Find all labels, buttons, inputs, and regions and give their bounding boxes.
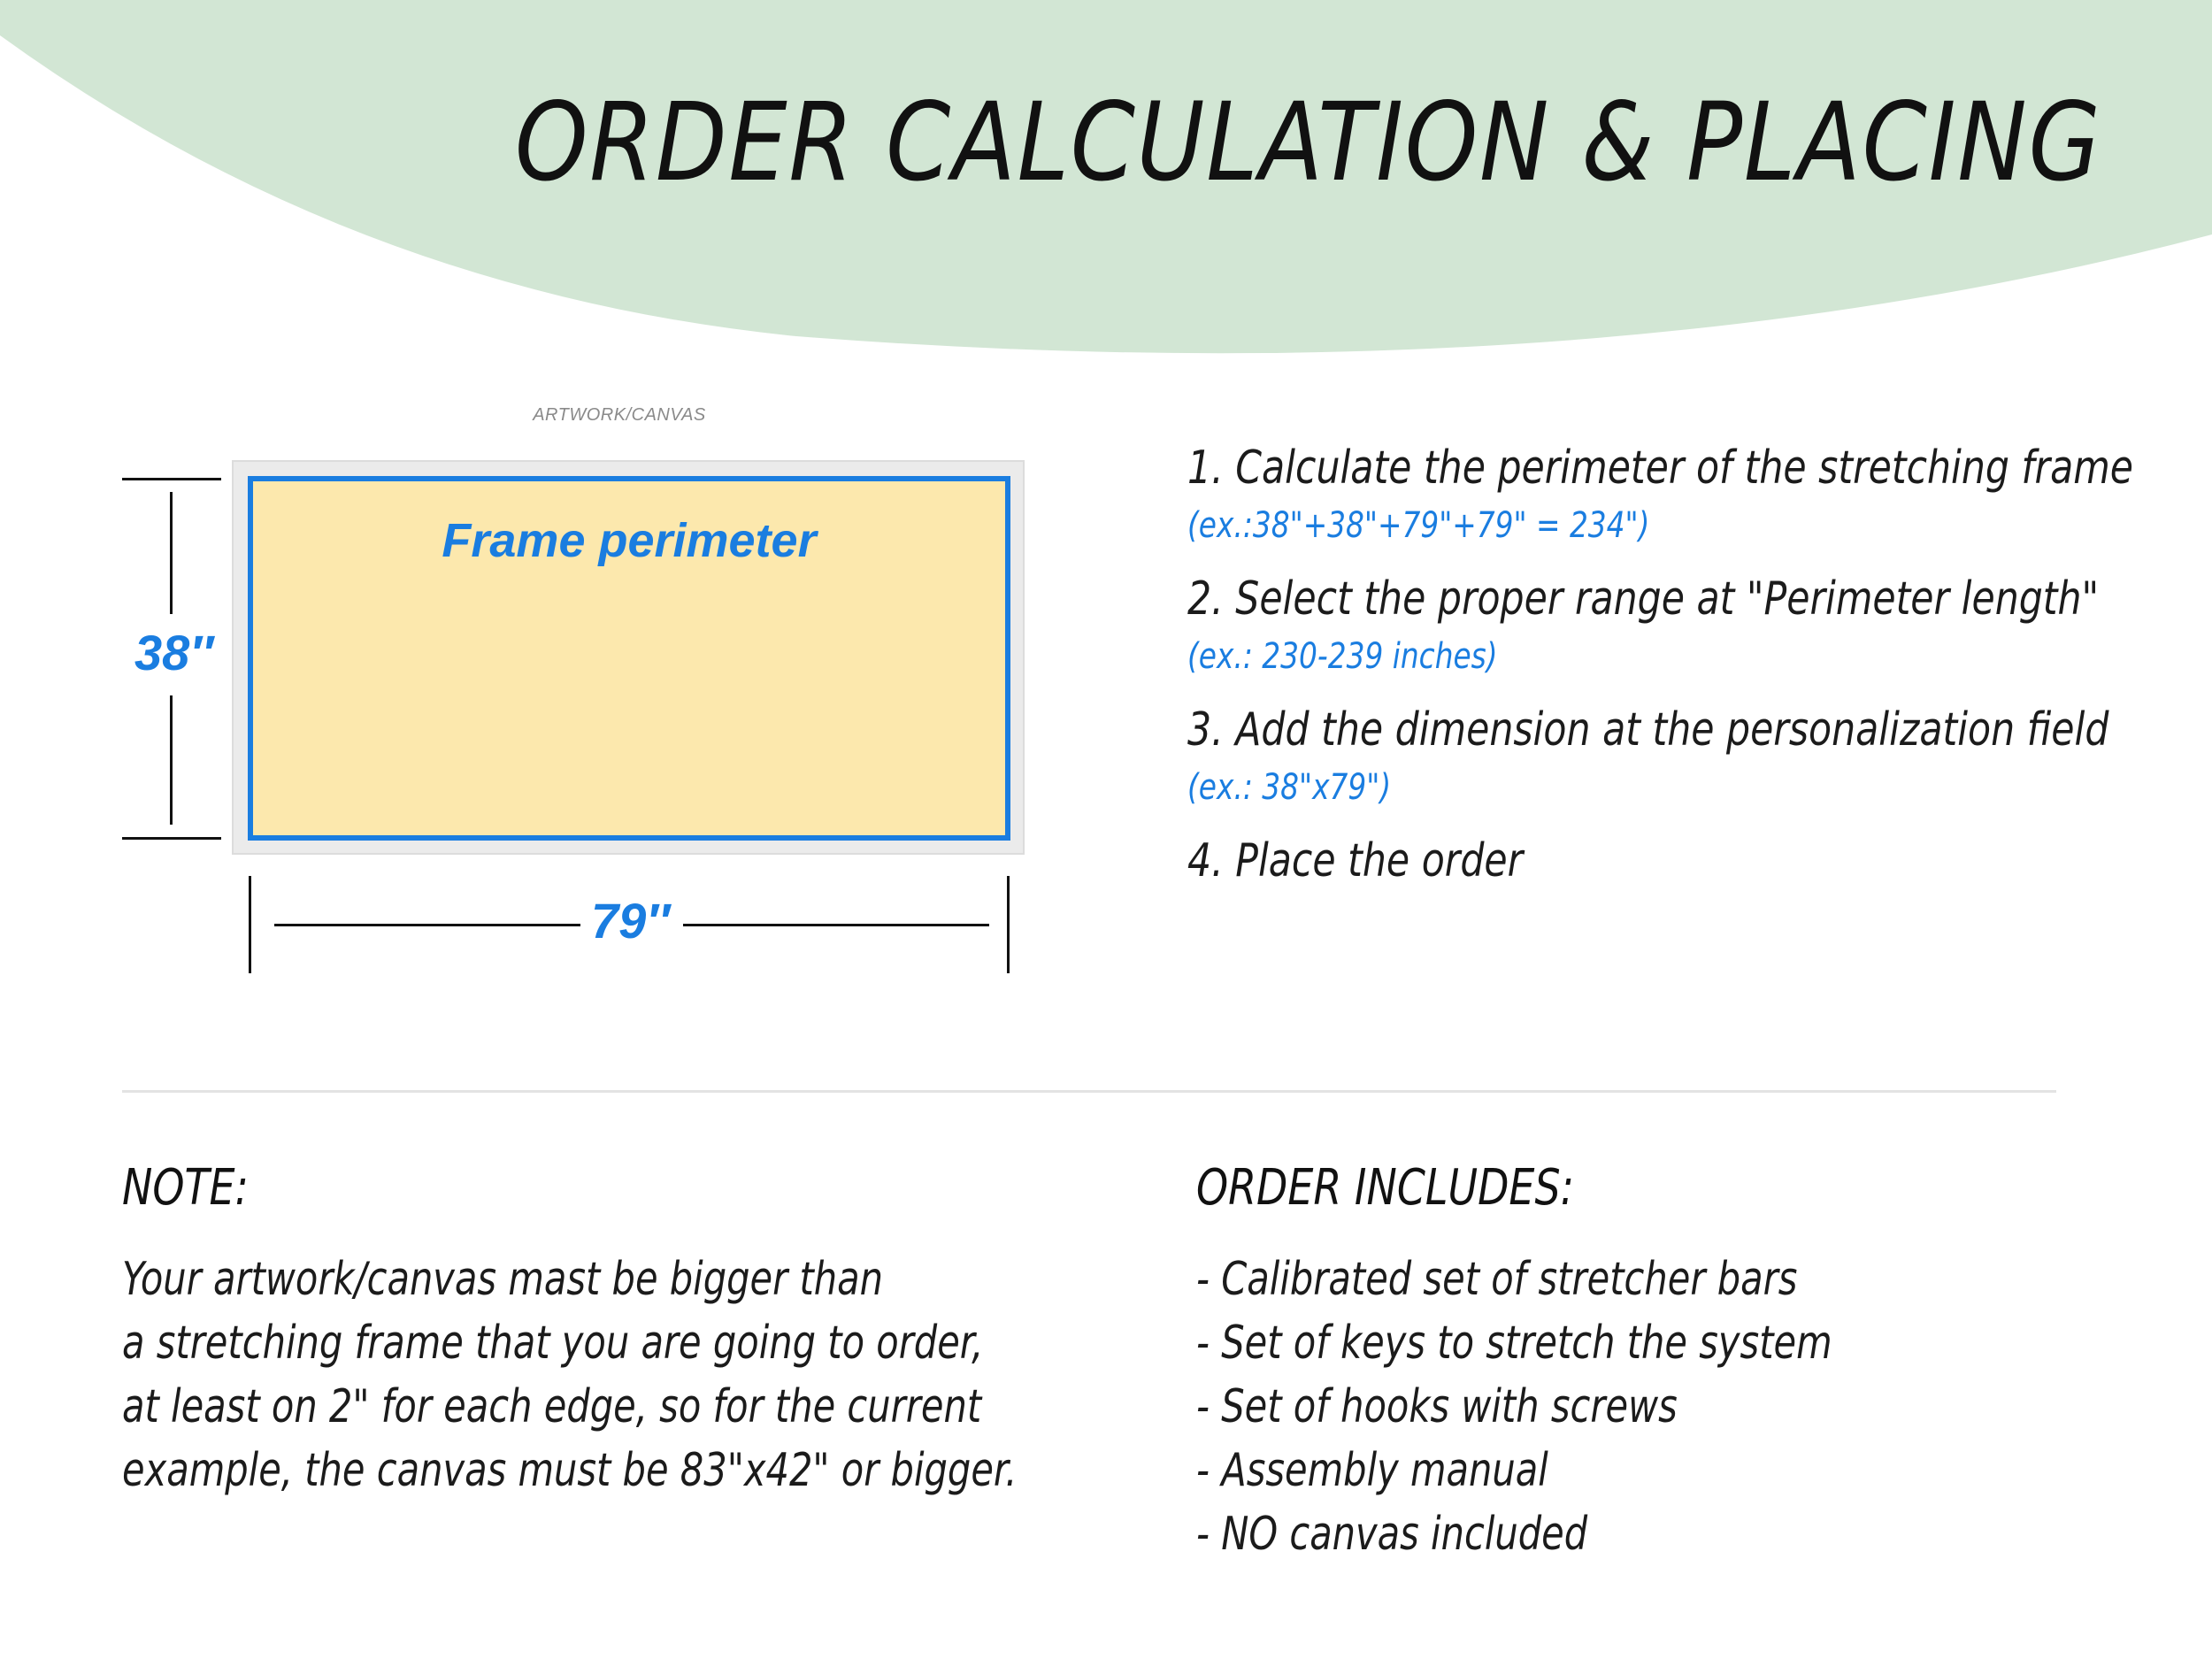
include-item: - Set of hooks with screws [1196,1380,1678,1433]
note-line: Your artwork/canvas mast be bigger than [122,1253,883,1306]
section-divider [122,1090,2056,1093]
note-title: NOTE: [122,1159,250,1217]
order-steps [1187,435,2178,910]
step-example: (ex.:38"+38"+79"+79" = 234") [1187,505,1650,546]
height-dimension-label: 38″ [134,625,214,680]
page-title: ORDER CALCULATION & PLACING [514,80,2101,205]
step-text: Select the proper range at "Perimeter length" [1223,572,2100,626]
step-3 [1187,697,2178,812]
step-1 [1187,435,2178,550]
step-number: 1. [1187,442,1224,495]
note-line: a stretching frame that you are going to order, [122,1317,984,1370]
step-number: 3. [1187,703,1224,757]
step-number: 2. [1187,572,1224,626]
include-item: - Calibrated set of stretcher bars [1196,1253,1798,1306]
order-includes-section [1196,1159,2170,1566]
frame-perimeter-label: Frame perimeter [442,514,817,567]
step-4 [1187,828,2178,894]
width-right-tick [1007,876,1010,973]
include-item: - NO canvas included [1196,1508,1588,1561]
height-bottom-tick [122,837,221,840]
step-number: 4. [1187,834,1224,887]
order-includes-title: ORDER INCLUDES: [1196,1159,1575,1217]
step-text: Place the order [1223,834,1524,887]
step-example: (ex.: 230-239 inches) [1187,636,1498,677]
include-item: - Assembly manual [1196,1444,1548,1497]
height-top-tick [122,478,221,480]
height-line-lower [170,695,173,825]
note-section [122,1159,1140,1502]
note-line: example, the canvas must be 83"x42" or bigger. [122,1444,1018,1497]
step-text: Add the dimension at the personalization field [1223,703,2109,757]
step-2 [1187,566,2178,681]
stretching-frame [248,476,1010,841]
include-item: - Set of keys to stretch the system [1196,1317,1832,1370]
width-left-tick [249,876,251,973]
width-dimension-label: 79″ [591,893,671,949]
width-line-left [274,924,580,926]
step-text: Calculate the perimeter of the stretching frame [1223,442,2133,495]
step-example: (ex.: 38"x79") [1187,767,1392,808]
height-line-upper [170,492,173,614]
width-line-right [683,924,989,926]
canvas-caption: ARTWORK/CANVAS [533,405,706,425]
note-line: at least on 2" for each edge, so for the current [122,1380,982,1433]
